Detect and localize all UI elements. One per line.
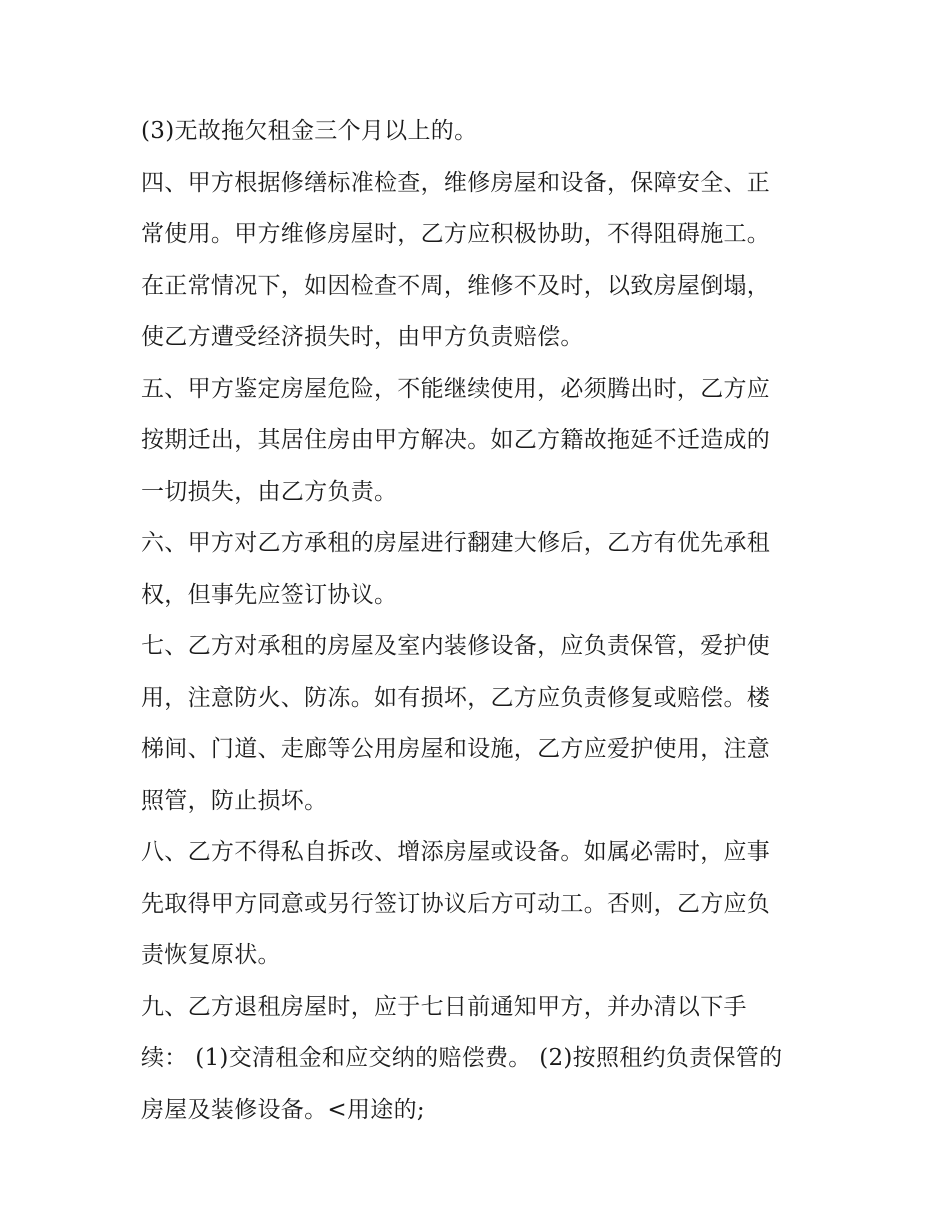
text-line: 七、乙方对承租的房屋及室内装修设备，应负责保管，爱护使 — [141, 633, 771, 659]
text-line: 四、甲方根据修缮标准检查，维修房屋和设备，保障安全、正 — [141, 169, 771, 196]
text-line: 常使用。甲方维修房屋时，乙方应积极协助，不得阻碍施工。 — [141, 221, 771, 247]
text-line: 一切损失，由乙方负责。 — [141, 478, 398, 505]
text-line: 按期迁出，其居住房由甲方解决。如乙方籍故拖延不迁造成的 — [141, 427, 771, 453]
text-line: 责恢复原状。 — [141, 942, 281, 968]
text-line: 五、甲方鉴定房屋危险，不能继续使用，必须腾出时，乙方应 — [141, 375, 771, 402]
text-line: 照管，防止损坏。 — [141, 787, 328, 814]
text-line: 权，但事先应签订协议。 — [141, 581, 398, 608]
text-line: 先取得甲方同意或另行签订协议后方可动工。否则，乙方应负 — [141, 890, 771, 917]
text-line: 八、乙方不得私自拆改、增添房屋或设备。如属必需时，应事 — [141, 839, 771, 865]
document-body — [141, 106, 821, 1136]
text-line: (3)无故拖欠租金三个月以上的。 — [141, 118, 478, 144]
text-line: 梯间、门道、走廊等公用房屋和设施，乙方应爱护使用，注意 — [141, 736, 771, 762]
text-line: 使乙方遭受经济损失时，由甲方负责赔偿。 — [141, 324, 584, 350]
text-line: 房屋及装修设备。<用途的; — [141, 1096, 425, 1123]
text-line: 续： (1)交清租金和应交纳的赔偿费。 (2)按照租约负责保管的 — [141, 1045, 783, 1071]
text-line: 用，注意防火、防冻。如有损坏，乙方应负责修复或赔偿。楼 — [141, 684, 771, 711]
text-line: 在正常情况下，如因检查不周，维修不及时，以致房屋倒塌， — [141, 272, 771, 299]
text-line: 九、乙方退租房屋时，应于七日前通知甲方，并办清以下手 — [141, 993, 747, 1020]
text-line: 六、甲方对乙方承租的房屋进行翻建大修后，乙方有优先承租 — [141, 530, 771, 556]
